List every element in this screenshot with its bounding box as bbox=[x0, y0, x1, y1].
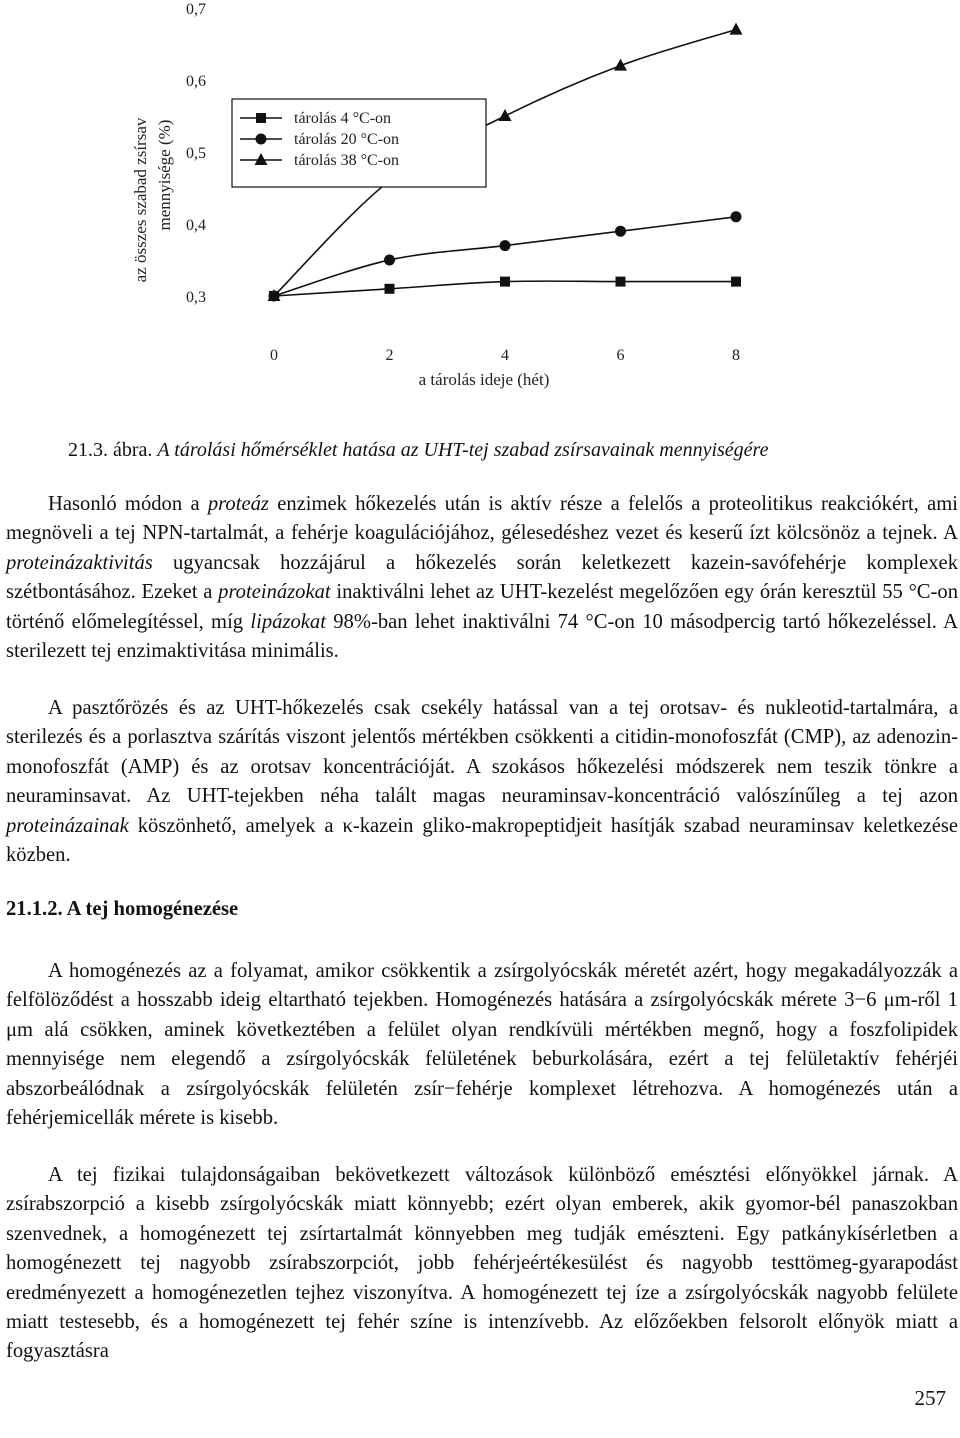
paragraph-pasteurization: A pasztőrözés és az UHT-hőkezelés csak csekély hatással van a tej orotsav- és nukleotid-tartalmára, a sterilezés és a porlasztva szárítás viszont jelentős mértékben csökkenti a citidin-monofoszfát (CMP), az adenozin-monofoszfát (AMP) és az orotsav koncentrációját. A szokásos hőkezelési módszerek nem teszik tönkre a neuraminsavat. Az UHT-tejekben néha talált magas neuraminsav-koncentráció valószínűleg a tej azon proteinázainak köszönhető, amelyek a κ-kazein gliko-makropeptidjeit hasítják szabad neuraminsav keletkezése közben. bbox=[6, 697, 958, 867]
legend-label: tárolás 4 °C-on bbox=[294, 110, 392, 127]
series-circle bbox=[269, 211, 742, 301]
data-point bbox=[385, 284, 395, 294]
y-axis-ticks bbox=[186, 1, 206, 306]
caption-text: A tárolási hőmérséklet hatása az UHT-tej szabad zsírsavainak mennyiségére bbox=[157, 439, 769, 461]
legend bbox=[232, 99, 486, 187]
x-tick-label: 4 bbox=[501, 347, 509, 364]
x-tick-label: 6 bbox=[616, 347, 625, 364]
paragraph-homogenization: A homogénezés az a folyamat, amikor csökkentik a zsírgolyócskák méretét azért, hogy megakadályozzák a felfölöződést a hosszabb ideig eltartható tejekben. Homogénezés hatására a zsírgolyócskák mérete 3−6 μm-ről 1 μm alá csökken, aminek következtében a felület olyan rendkívüli mértékben megnő, hogy a foszfolipidek mennyisége nem elegendő a zsírgolyócskák felületének beburkolására, ezért a tej felületaktív fehérjéi abszorbeálódnak a zsírgolyócskák felületén zsír−fehérje komplexet létrehozva. A homogénezés után a fehérjemicellák mérete is kisebb. bbox=[6, 960, 958, 1130]
data-point bbox=[616, 277, 626, 287]
legend-marker bbox=[256, 113, 266, 123]
legend-label: tárolás 38 °C-on bbox=[294, 152, 400, 169]
data-point bbox=[731, 277, 741, 287]
x-axis-title: a tárolás ideje (hét) bbox=[418, 370, 550, 389]
x-tick-label: 8 bbox=[732, 347, 740, 364]
y-axis-title-line2: mennyisége (%) bbox=[155, 119, 174, 231]
series-square bbox=[269, 277, 741, 301]
x-tick-label: 0 bbox=[270, 347, 278, 364]
y-axis-title bbox=[131, 117, 174, 282]
page-number: 257 bbox=[914, 1386, 946, 1410]
data-point bbox=[615, 226, 626, 237]
data-point bbox=[500, 277, 510, 287]
legend-label: tárolás 20 °C-on bbox=[294, 131, 400, 148]
data-point bbox=[384, 255, 395, 266]
x-tick-label: 2 bbox=[385, 347, 394, 364]
x-axis-ticks bbox=[270, 347, 740, 364]
data-point bbox=[500, 240, 511, 251]
caption-number: 21.3. ábra. bbox=[68, 439, 153, 461]
data-point bbox=[731, 211, 742, 222]
legend-marker bbox=[256, 134, 267, 145]
paragraph-proteases: Hasonló módon a proteáz enzimek hőkezelés után is aktív része a felelős a proteolitikus reakciókért, ami megnöveli a tej NPN-tartalmát, a fehérje koagulációjához, gélesedéshez vezet és keserű ízt kölcsönöz a tejnek. A proteinázaktivitás ugyancsak hozzájárul a hőkezelés során keletkezett kazein-savófehérje komplexek szétbontásához. Ezeket a proteinázokat inaktiválni lehet az UHT-kezelést megelőzően egy órán keresztül 55 °C-on történő előmelegítéssel, míg lipázokat 98%-ban lehet inaktiválni 74 °C-on 10 másodpercig tartó hőkezeléssel. A sterilezett tej enzimaktivitása minimális. bbox=[6, 493, 958, 663]
y-tick-label: 0,4 bbox=[186, 217, 206, 234]
data-point bbox=[730, 23, 743, 35]
chart bbox=[0, 0, 960, 400]
y-tick-label: 0,7 bbox=[186, 1, 206, 18]
y-axis-title-line1: az összes szabad zsírsav bbox=[131, 117, 150, 283]
section-heading: 21.1.2. A tej homogénezése bbox=[6, 898, 239, 920]
figure-caption bbox=[68, 436, 948, 464]
y-tick-label: 0,3 bbox=[186, 289, 206, 306]
y-tick-label: 0,6 bbox=[186, 73, 206, 90]
data-point bbox=[499, 109, 512, 121]
y-tick-label: 0,5 bbox=[186, 145, 206, 162]
paragraph-physical-properties: A tej fizikai tulajdonságaiban bekövetkezett változások különböző emésztési előnyökkel járnak. A zsírabszorpció a kisebb zsírgolyócskák miatt könnyebb; ezért olyan emberek, akik gyomor-bél panaszokban szenvednek, a homogénezett tej zsírtartalmát könnyebben meg tudják emészteni. Egy patkánykísérletben a homogénezett tej nagyobb zsírabszorpciót, jobb fehérjeértékesülést és nagyobb testtömeg-gyarapodást eredményezett a homogénezetlen tejhez viszonyítva. A homogénezett tej íze a zsírgolyócskák nagyobb felülete miatt testesebb, és a homogénezett tej fehér színe is intenzívebb. Az előzőekben felsorolt előnyök miatt a fogyasztásra bbox=[6, 1164, 958, 1363]
